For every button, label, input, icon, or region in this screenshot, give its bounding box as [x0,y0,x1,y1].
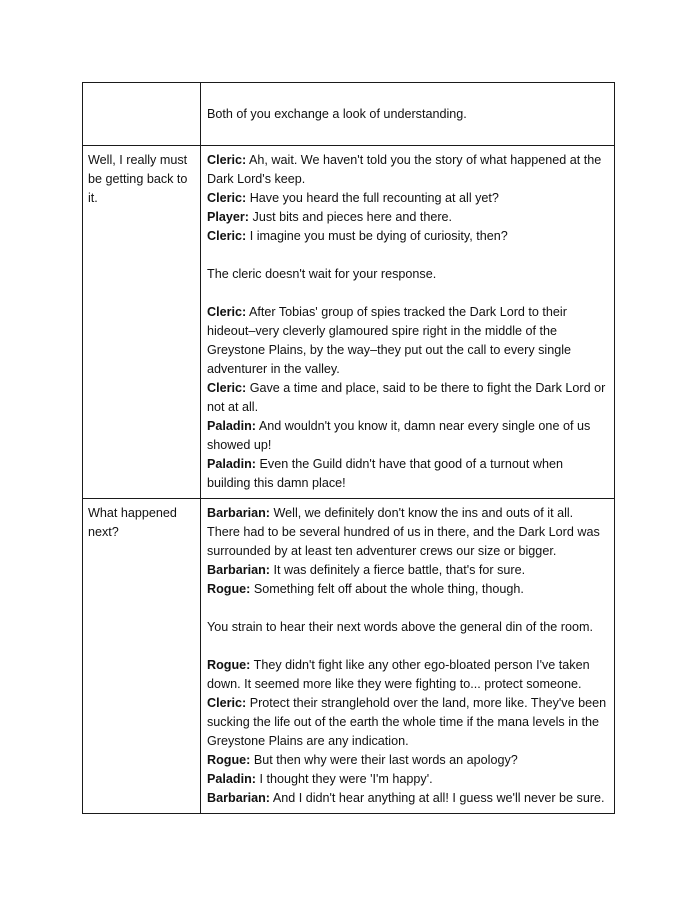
dialogue-line [207,656,609,694]
dialogue-line [207,417,609,455]
dialogue-text: And I didn't hear anything at all! I guess we'll never be sure. [272,791,605,805]
blank-line [207,637,609,656]
player-choice-text: Well, I really must be getting back to it. [88,153,188,205]
speaker-name: Paladin: [207,772,256,786]
dialogue-row [83,499,615,814]
dialogue-line [207,504,609,561]
player-choice-cell [83,83,201,146]
dialogue-line [207,208,609,227]
dialogue-text: Even the Guild didn't have that good of a turnout when building this damn place! [207,457,563,490]
narration-line: Both of you exchange a look of understanding. [207,107,467,121]
speaker-name: Cleric: [207,696,247,710]
dialogue-line [207,303,609,379]
dialogue-row [83,83,615,146]
dialogue-text: But then why were their last words an apology? [253,753,518,767]
player-choice-cell [83,499,201,814]
dialogue-line [207,561,609,580]
speaker-name: Barbarian: [207,563,270,577]
speaker-name: Barbarian: [207,506,270,520]
speaker-name: Rogue: [207,753,251,767]
dialogue-line [207,789,609,808]
dialogue-text: Have you heard the full recounting at all yet? [249,191,499,205]
dialogue-content-cell [201,146,615,499]
dialogue-line [207,694,609,751]
speaker-name: Cleric: [207,191,247,205]
dialogue-text: I thought they were 'I'm happy'. [259,772,433,786]
dialogue-text: And wouldn't you know it, damn near every single one of us showed up! [207,419,591,452]
dialogue-text: I imagine you must be dying of curiosity, then? [249,229,508,243]
speaker-name: Paladin: [207,457,256,471]
player-choice-cell [83,146,201,499]
dialogue-text: Protect their stranglehold over the land, more like. They've been sucking the life out of the earth the whole time if the mana levels in the Greystone Plains are any indication. [207,696,607,748]
speaker-name: Cleric: [207,229,247,243]
dialogue-row [83,146,615,499]
dialogue-text: Gave a time and place, said to be there to fight the Dark Lord or not at all. [207,381,606,414]
dialogue-text: They didn't fight like any other ego-bloated person I've taken down. It seemed more like they were fighting to... protect someone. [207,658,590,691]
dialogue-line [207,770,609,789]
dialogue-text: Well, we definitely don't know the ins and outs of it all. There had to be several hundred of us in there, and the Dark Lord was surrounded by at least ten adventurer crews our size or bigger. [207,506,600,558]
speaker-name: Cleric: [207,381,247,395]
dialogue-text: It was definitely a fierce battle, that's for sure. [273,563,526,577]
dialogue-line [207,189,609,208]
dialogue-line [207,151,609,189]
dialogue-line [207,455,609,493]
player-choice-text: What happened next? [88,506,177,539]
speaker-name: Rogue: [207,582,251,596]
dialogue-table [82,82,615,814]
speaker-name: Paladin: [207,419,256,433]
dialogue-table-body [83,83,615,814]
dialogue-content-cell [201,499,615,814]
dialogue-line [207,751,609,770]
narration-line: You strain to hear their next words above the general din of the room. [207,620,593,634]
dialogue-line [207,227,609,246]
blank-line [207,284,609,303]
speaker-name: Player: [207,210,250,224]
dialogue-content-cell [201,83,615,146]
speaker-name: Rogue: [207,658,251,672]
dialogue-text: Ah, wait. We haven't told you the story of what happened at the Dark Lord's keep. [207,153,602,186]
speaker-name: Cleric: [207,153,247,167]
dialogue-text: Something felt off about the whole thing, though. [253,582,524,596]
speaker-name: Cleric: [207,305,247,319]
blank-line [207,246,609,265]
dialogue-text: Just bits and pieces here and there. [252,210,453,224]
blank-line [207,599,609,618]
speaker-name: Barbarian: [207,791,270,805]
narration-line: The cleric doesn't wait for your response. [207,267,437,281]
dialogue-text: After Tobias' group of spies tracked the Dark Lord to their hideout–very cleverly glamoured spire right in the middle of the Greystone Plains, by the way–they put out the call to every single adventurer in the valley. [207,305,572,376]
dialogue-line [207,379,609,417]
dialogue-line [207,580,609,599]
